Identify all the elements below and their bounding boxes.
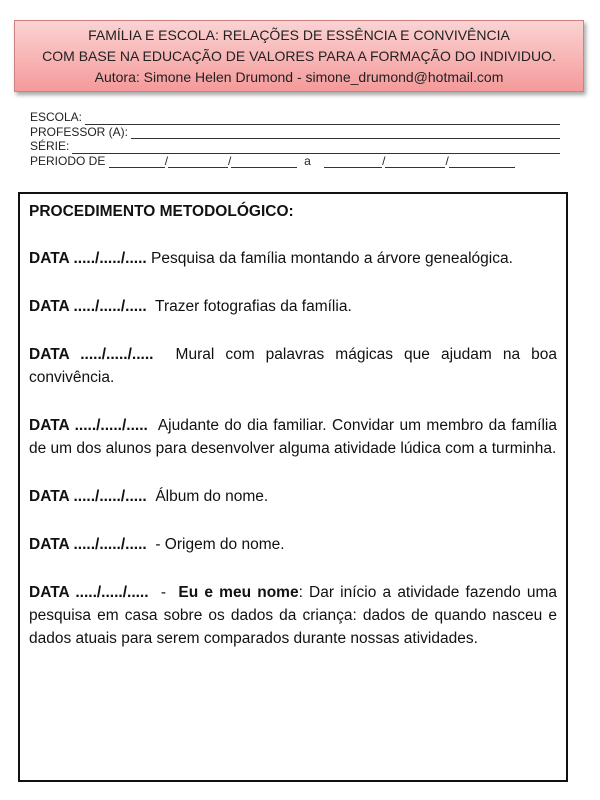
title-banner [14, 20, 584, 92]
date-label: DATA ...../...../..... [29, 536, 147, 553]
professor-label: PROFESSOR (A): [30, 124, 129, 139]
slash: / [382, 153, 386, 168]
date-label: DATA ...../...../..... [29, 346, 154, 363]
procedure-item [29, 533, 557, 556]
item-text: Ajudante do dia familiar. Convidar um membro da família de um dos alunos para desenvolver alguma atividade lúdica com a turminha. [29, 417, 557, 457]
header-form [30, 110, 560, 168]
periodo-to-label: a [304, 153, 311, 168]
professor-row [30, 125, 560, 140]
date-label: DATA ...../...../..... [29, 584, 149, 601]
procedure-item [29, 295, 557, 318]
slash: / [228, 153, 232, 168]
banner-title-line2: COM BASE NA EDUCAÇÃO DE VALORES PARA A FORMAÇÃO DO INDIVIDUO. [42, 48, 556, 64]
procedure-box [18, 192, 568, 782]
periodo-row [30, 154, 560, 169]
slash: / [164, 153, 169, 168]
periodo-start-year[interactable] [231, 156, 297, 168]
periodo-end-day[interactable] [324, 156, 382, 168]
procedure-title: PROCEDIMENTO METODOLÓGICO: [29, 203, 294, 220]
date-label: DATA ...../...../..... [29, 488, 147, 505]
periodo-end-year[interactable] [449, 156, 515, 168]
professor-field[interactable] [131, 127, 560, 139]
procedure-item [29, 414, 557, 460]
item-text: Trazer fotografias da família. [155, 298, 352, 315]
procedure-item [29, 485, 557, 508]
escola-label: ESCOLA: [30, 110, 83, 124]
item-text: Álbum do nome. [155, 488, 269, 505]
date-label: DATA ...../...../..... [29, 417, 148, 434]
banner-author-line: Autora: Simone Helen Drumond - simone_drumond@hotmail.com [94, 69, 504, 85]
escola-field[interactable] [85, 113, 560, 125]
item-text: : Dar início a atividade fazendo uma pesquisa em casa sobre os dados da criança: dados de quando nasceu e dados atuais para serem comparados durante nossas atividades. [29, 584, 558, 647]
date-label: DATA ...../...../..... [29, 298, 147, 315]
periodo-start-month[interactable] [168, 156, 228, 168]
banner-title-line1: FAMÍLIA E ESCOLA: RELAÇÕES DE ESSÊNCIA E CONVIVÊNCIA [88, 27, 510, 43]
item-bold-title: Eu e meu nome [178, 584, 299, 601]
serie-field[interactable] [72, 142, 560, 154]
item-text: - Origem do nome. [155, 536, 285, 553]
item-text: Pesquisa da família montando a árvore genealógica. [151, 250, 513, 267]
procedure-item [29, 247, 557, 270]
date-label: DATA ...../...../..... [29, 250, 147, 267]
procedure-item [29, 581, 557, 650]
item-text: Mural com palavras mágicas que ajudam na boa convivência. [29, 346, 557, 386]
periodo-end-month[interactable] [385, 156, 445, 168]
escola-row [30, 110, 560, 125]
slash: / [445, 153, 449, 168]
periodo-label: PERIODO DE [30, 153, 106, 168]
item-prefix: - [160, 584, 173, 601]
periodo-start-day[interactable] [109, 156, 165, 168]
serie-row [30, 139, 560, 154]
procedure-item [29, 343, 557, 389]
serie-label: SÉRIE: [30, 139, 70, 153]
